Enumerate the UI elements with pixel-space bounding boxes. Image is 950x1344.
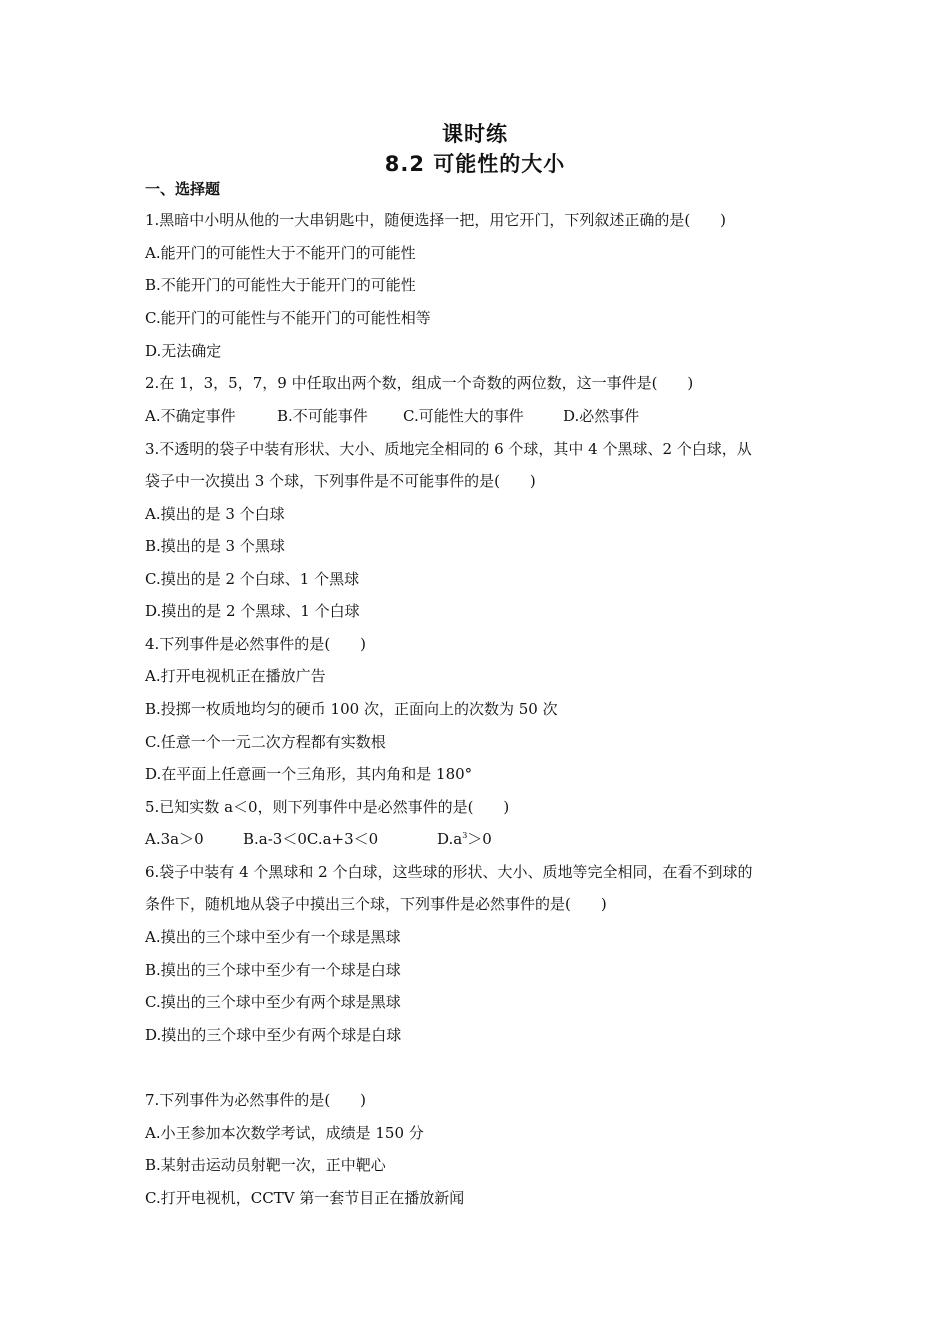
question-3-stem-line-2: 袋子中一次摸出 3 个球，下列事件是不可能事件的是( ) xyxy=(145,472,536,490)
question-3-option-a: A.摸出的是 3 个白球 xyxy=(145,505,285,523)
question-1-option-b: B.不能开门的可能性大于能开门的可能性 xyxy=(145,276,416,294)
question-6-stem-line-2: 条件下，随机地从袋子中摸出三个球，下列事件是必然事件的是( ) xyxy=(145,895,607,913)
question-5-options xyxy=(145,829,492,849)
question-2-option-b: B.不可能事件 xyxy=(277,407,368,425)
question-1-option-a: A.能开门的可能性大于不能开门的可能性 xyxy=(145,244,416,262)
question-4-option-b: B.投掷一枚质地均匀的硬币 100 次，正面向上的次数为 50 次 xyxy=(145,700,558,718)
section-heading: 一、选择题 xyxy=(145,180,221,198)
question-5-stem: 5.已知实数 a＜0，则下列事件中是必然事件的是( ) xyxy=(145,798,510,816)
page-title: 课时练 xyxy=(442,122,508,146)
question-5-option-d: $D.a^3>0$ xyxy=(437,830,492,848)
question-5-option-bc: B.a-3＜0C.a+3＜0 xyxy=(243,830,379,848)
question-2-stem: 2.在 1，3，5，7，9 中任取出两个数，组成一个奇数的两位数，这一事件是( ) xyxy=(145,374,694,392)
question-4-stem: 4.下列事件是必然事件的是( ) xyxy=(145,635,367,653)
question-4-option-d: D.在平面上任意画一个三角形，其内角和是 180° xyxy=(145,765,473,783)
question-6-option-a: A.摸出的三个球中至少有一个球是黑球 xyxy=(145,928,401,946)
question-3-option-c: C.摸出的是 2 个白球、1 个黑球 xyxy=(145,570,360,588)
question-1-option-c: C.能开门的可能性与不能开门的可能性相等 xyxy=(145,309,431,327)
question-2-option-a: A.不确定事件 xyxy=(145,407,236,425)
question-4-option-a: A.打开电视机正在播放广告 xyxy=(145,667,326,685)
question-6-option-d: D.摸出的三个球中至少有两个球是白球 xyxy=(145,1026,402,1044)
page-subtitle: 8.2 可能性的大小 xyxy=(384,152,566,176)
question-2-options xyxy=(145,406,639,426)
question-1-stem: 1.黑暗中小明从他的一大串钥匙中，随便选择一把，用它开门，下列叙述正确的是( ) xyxy=(145,211,727,229)
question-2-option-c: C.可能性大的事件 xyxy=(403,407,524,425)
question-2-option-d: D.必然事件 xyxy=(563,407,640,425)
question-3-option-b: B.摸出的是 3 个黑球 xyxy=(145,537,285,555)
question-7-option-a: A.小王参加本次数学考试，成绩是 150 分 xyxy=(145,1124,424,1142)
question-6-option-b: B.摸出的三个球中至少有一个球是白球 xyxy=(145,961,401,979)
question-3-option-d: D.摸出的是 2 个黑球、1 个白球 xyxy=(145,602,360,620)
question-7-stem: 7.下列事件为必然事件的是( ) xyxy=(145,1091,367,1109)
question-5-option-a: A.3a＞0 xyxy=(145,830,204,848)
question-1-option-d: D.无法确定 xyxy=(145,342,222,360)
question-6-stem-line-1: 6.袋子中装有 4 个黑球和 2 个白球，这些球的形状、大小、质地等完全相同，在看不到球的 xyxy=(145,863,753,881)
question-6-option-c: C.摸出的三个球中至少有两个球是黑球 xyxy=(145,993,401,1011)
question-3-stem-line-1: 3.不透明的袋子中装有形状、大小、质地完全相同的 6 个球，其中 4 个黑球、2 个白球，从 xyxy=(145,440,752,458)
question-7-option-b: B.某射击运动员射靶一次，正中靶心 xyxy=(145,1156,386,1174)
superscript-exponent: 3 xyxy=(462,831,468,840)
question-4-option-c: C.任意一个一元二次方程都有实数根 xyxy=(145,733,386,751)
question-7-option-c: C.打开电视机，CCTV 第一套节目正在播放新闻 xyxy=(145,1189,465,1207)
